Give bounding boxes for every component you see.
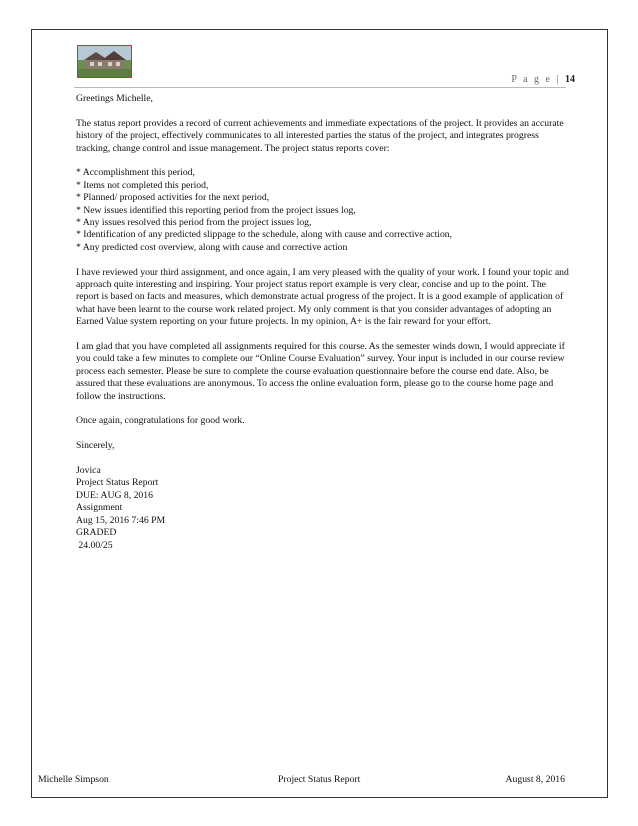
signature-type: Assignment [76,502,123,514]
list-item: * Items not completed this period, [76,179,209,191]
page-prefix: P a g e | [511,74,561,85]
page-number-value: 14 [565,74,575,85]
house-logo-image [77,45,132,78]
signoff: Sincerely, [76,440,115,452]
signature-timestamp: Aug 15, 2016 7:46 PM [76,514,166,526]
signature-status: GRADED [76,527,117,539]
footer-date: August 8, 2016 [505,774,565,785]
list-item: * Planned/ proposed activities for the next period, [76,192,270,204]
signature-due: DUE: AUG 8, 2016 [76,489,153,501]
signature-title: Project Status Report [76,477,159,489]
list-item: * New issues identified this reporting period from the project issues log, [76,204,356,216]
footer-title: Project Status Report [278,774,361,785]
page-footer [38,774,565,785]
header-rule [74,87,566,88]
closing-paragraph: I am glad that you have completed all assignments required for this course. As the semester winds down, I would appreciate if you could take a few minutes to complete our “Online Course Evaluation” survey. Your input is included in our course review process each semester. Please be sure to complete the course evaluation questionnaire before the course end date. Also, be assured that these evaluations are anonymous. To access the online evaluation form, please go to the course home page and follow the instructions. [76,341,565,402]
signature-block [76,465,570,552]
list-item: * Any issues resolved this period from the project issues log, [76,217,312,229]
list-item: * Accomplishment this period, [76,167,195,179]
congrats-line: Once again, congratulations for good work. [76,415,245,427]
intro-paragraph: The status report provides a record of current achievements and immediate expectations of the project. It provides an accurate history of the project, effectively communicates to all interested parties the status of the project, and integrates progress tracking, change control and issue management. The project status reports cover: [76,117,564,154]
letter-body [76,93,570,552]
page-number [511,74,575,85]
list-item: * Identification of any predicted slippage to the schedule, along with cause and corrective action, [76,229,453,241]
review-paragraph: I have reviewed your third assignment, and once again, I am very pleased with the quality of your work. I found your topic and approach quite interesting and inspiring. Your project status report example is very clear, concise and up to the point. The report is based on facts and measures, which demonstrate actual progress of the project. It is a good example of application of what have been learnt to the course work related project. My only comment is that you consider advantages of adopting an Earned Value system reporting on your future projects. In my opinion, A+ is the fair reward for your effort. [76,266,569,328]
bullet-list [76,167,570,254]
footer-author: Michelle Simpson [38,774,109,785]
list-item: * Any predicted cost overview, along with cause and corrective action [76,241,348,253]
greeting: Greetings Michelle, [76,93,153,104]
signature-name: Jovica [76,465,101,477]
signature-score: 24.00/25 [76,539,113,551]
